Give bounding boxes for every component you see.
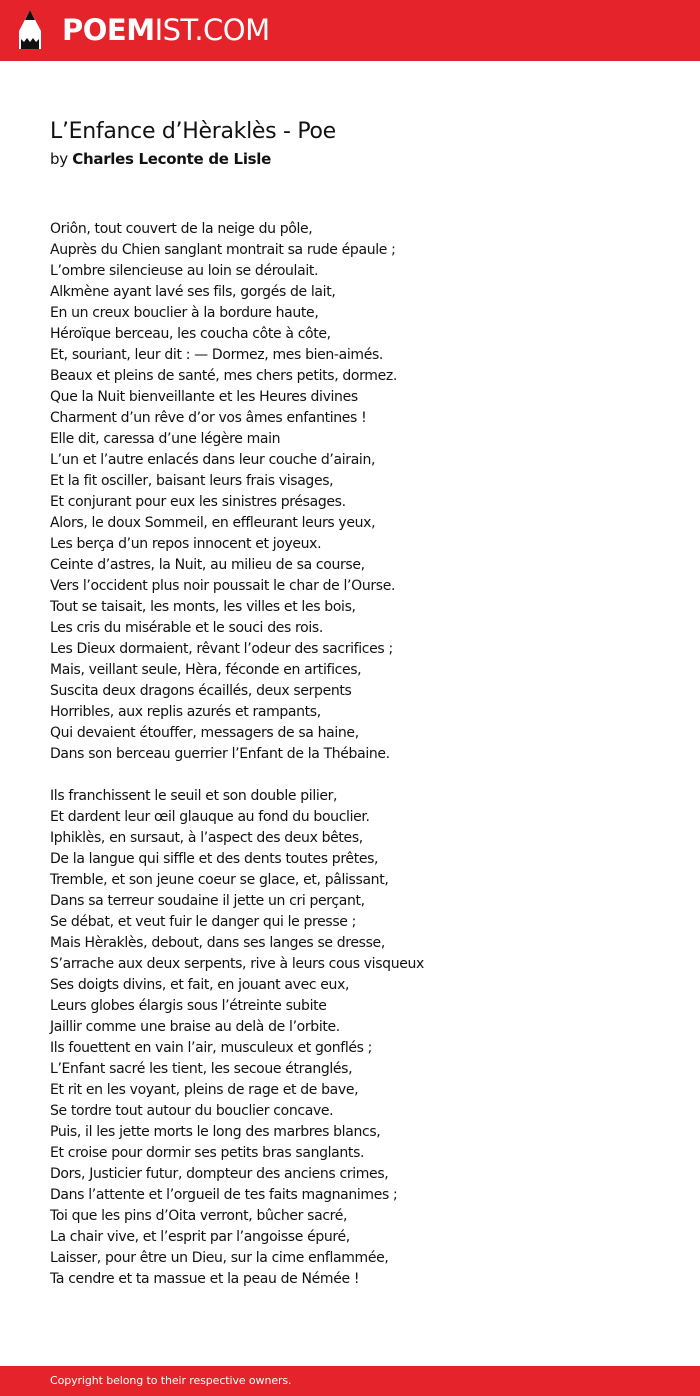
poem-line: Tout se taisait, les monts, les villes et les bois, <box>50 599 356 615</box>
poem-line: Leurs globes élargis sous l’étreinte subite <box>50 998 327 1014</box>
logo-bold-text: POEM <box>62 13 155 47</box>
poem-line: Elle dit, caressa d’une légère main <box>50 431 281 447</box>
poem-line: Dans l’attente et l’orgueil de tes faits magnanimes ; <box>50 1187 398 1203</box>
poem-line: Et dardent leur œil glauque au fond du bouclier. <box>50 809 370 825</box>
poem-line: Oriôn, tout couvert de la neige du pôle, <box>50 221 313 237</box>
poem-line: Beaux et pleins de santé, mes chers petits, dormez. <box>50 368 397 384</box>
poem-line: De la langue qui siffle et des dents toutes prêtes, <box>50 851 379 867</box>
poem-line: Toi que les pins d’Oita verront, bûcher sacré, <box>50 1208 348 1224</box>
poem-line: Et, souriant, leur dit : — Dormez, mes bien-aimés. <box>50 347 383 363</box>
poem-line: Laisser, pour être un Dieu, sur la cime enflammée, <box>50 1250 389 1266</box>
site-logo[interactable] <box>62 11 270 49</box>
poem-line: Ta cendre et ta massue et la peau de Némée ! <box>50 1271 360 1287</box>
poem-byline <box>50 149 271 169</box>
poem-line: Ceinte d’astres, la Nuit, au milieu de sa course, <box>50 557 365 573</box>
poem-line: Dans sa terreur soudaine il jette un cri perçant, <box>50 893 365 909</box>
poem-line: Charment d’un rêve d’or vos âmes enfantines ! <box>50 410 367 426</box>
poem-line: La chair vive, et l’esprit par l’angoisse épuré, <box>50 1229 350 1245</box>
poem-line: Qui devaient étouffer, messagers de sa haine, <box>50 725 359 741</box>
poem-line: L’ombre silencieuse au loin se déroulait. <box>50 263 319 279</box>
poem-line: S’arrache aux deux serpents, rive à leurs cous visqueux <box>50 956 424 972</box>
poem-line: Tremble, et son jeune coeur se glace, et, pâlissant, <box>50 872 389 888</box>
by-label: by <box>50 150 68 168</box>
poem-line: Jaillir comme une braise au delà de l’orbite. <box>50 1019 340 1035</box>
poem-line: Héroïque berceau, les coucha côte à côte, <box>50 326 331 342</box>
poem-line: Mais, veillant seule, Hèra, féconde en artifices, <box>50 662 362 678</box>
logo-light-text: IST.COM <box>154 13 270 47</box>
poem-line: Dors, Justicier futur, dompteur des anciens crimes, <box>50 1166 389 1182</box>
poem-author: Charles Leconte de Lisle <box>72 150 272 168</box>
poem-line: Horribles, aux replis azurés et rampants, <box>50 704 321 720</box>
site-footer <box>0 1366 700 1396</box>
pencil-tip-icon[interactable] <box>17 9 43 51</box>
poem-line: Auprès du Chien sanglant montrait sa rude épaule ; <box>50 242 396 258</box>
copyright-text: Copyright belong to their respective owners. <box>50 1374 292 1387</box>
poem-line: Ils fouettent en vain l’air, musculeux et gonflés ; <box>50 1040 373 1056</box>
poem-line: Et croise pour dormir ses petits bras sanglants. <box>50 1145 365 1161</box>
poem-line: Suscita deux dragons écaillés, deux serpents <box>50 683 352 699</box>
poem-line: Ils franchissent le seuil et son double pilier, <box>50 788 338 804</box>
poem-line: Se tordre tout autour du bouclier concave. <box>50 1103 334 1119</box>
poem-line: L’Enfant sacré les tient, les secoue étranglés, <box>50 1061 353 1077</box>
poem-body <box>50 219 650 1311</box>
poem-title: L’Enfance d’Hèraklès - Poe <box>50 119 336 144</box>
site-header <box>0 0 700 61</box>
poem-line: Iphiklès, en sursaut, à l’aspect des deux bêtes, <box>50 830 363 846</box>
poem-line: Les berça d’un repos innocent et joyeux. <box>50 536 322 552</box>
poem-line: Puis, il les jette morts le long des marbres blancs, <box>50 1124 381 1140</box>
poem-line: Dans son berceau guerrier l’Enfant de la Thébaine. <box>50 746 390 762</box>
poem-line: Et rit en les voyant, pleins de rage et de bave, <box>50 1082 359 1098</box>
poem-line: Alors, le doux Sommeil, en effleurant leurs yeux, <box>50 515 376 531</box>
poem-line: L’un et l’autre enlacés dans leur couche d’airain, <box>50 452 376 468</box>
poem-line: Et la fit osciller, baisant leurs frais visages, <box>50 473 334 489</box>
poem-line: Mais Hèraklès, debout, dans ses langes se dresse, <box>50 935 385 951</box>
poem-line: En un creux bouclier à la bordure haute, <box>50 305 319 321</box>
poem-line: Et conjurant pour eux les sinistres présages. <box>50 494 346 510</box>
poem-line: Les Dieux dormaient, rêvant l’odeur des sacrifices ; <box>50 641 393 657</box>
poem-line: Que la Nuit bienveillante et les Heures divines <box>50 389 358 405</box>
poem-line: Alkmène ayant lavé ses fils, gorgés de lait, <box>50 284 336 300</box>
poem-line: Les cris du misérable et le souci des rois. <box>50 620 323 636</box>
poem-line: Vers l’occident plus noir poussait le char de l’Ourse. <box>50 578 396 594</box>
poem-stanza <box>50 786 650 1290</box>
poem-line: Se débat, et veut fuir le danger qui le presse ; <box>50 914 357 930</box>
poem-stanza <box>50 219 650 765</box>
poem-line: Ses doigts divins, et fait, en jouant avec eux, <box>50 977 350 993</box>
